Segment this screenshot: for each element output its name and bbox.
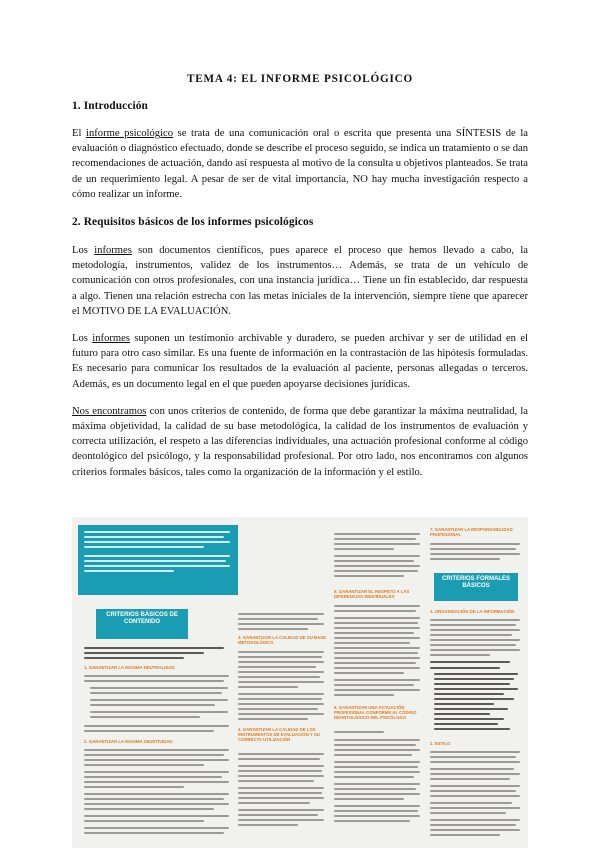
text-line (84, 725, 229, 727)
infographic-column-1 (72, 517, 242, 848)
text-line (434, 718, 504, 720)
text-line (84, 827, 229, 829)
text-line (430, 773, 520, 775)
text-line (334, 744, 416, 746)
document-title: TEMA 4: EL INFORME PSICOLÓGICO (186, 73, 414, 85)
text-line (238, 787, 324, 789)
text-run: con unos criterios de contenido, de forma que debe garantizar la máxima neutralidad, la máxima objetividad, la calidad de su base metodológica, la calidad de los instrumentos de evaluación y correcta utilización, el respeto a las diferencias individuales, una actuación profesional conforme al código deontológico del psicólogo, y la responsabilidad profesional. Por otro lado, nos encontramos con algunos criterios formales básicos, tales como la organización de la información y el estilo. (72, 405, 528, 478)
text-line (238, 758, 320, 760)
text-line (434, 693, 504, 695)
text-line (334, 810, 418, 812)
text-line (238, 792, 322, 794)
text-line (334, 793, 420, 795)
text-line (238, 613, 324, 615)
text-line (238, 713, 324, 715)
text-line (334, 555, 420, 557)
text-line (430, 619, 520, 621)
text-line (238, 628, 308, 630)
text-line (90, 716, 200, 718)
text-run: son documentos científicos, pues aparece el proceso que hemos llevado a cabo, la metodología, instrumentos, validez de los instrumentos… Además, se trata de un vehículo de comunicación con otros profesionales, con una instancia jurídica… Tiene un fin establecido, dar respuesta a algo. Tienen una relación estrecha con las metas iniciales de la intervención, siempre tiene que aparecer el MOTIVO DE LA EVALUACIÓN. (72, 245, 528, 317)
text-line (434, 703, 494, 705)
text-line (238, 814, 318, 816)
text-line (238, 676, 320, 678)
text-line (430, 768, 514, 770)
text-line (84, 820, 204, 822)
text-line (334, 754, 412, 756)
text-line (334, 575, 404, 577)
section-label-organizacion: 1. ORGANIZACIÓN DE LA INFORMACIÓN (430, 609, 515, 614)
text-line (238, 651, 324, 653)
text-line (238, 703, 324, 705)
text-line (430, 624, 516, 626)
text-line (430, 829, 520, 831)
text-line (84, 647, 224, 649)
text-line (434, 673, 518, 675)
text-line (334, 560, 414, 562)
text-line (430, 751, 520, 753)
underlined-term: informes (94, 245, 132, 257)
text-line (430, 661, 510, 663)
infographic-image (72, 517, 528, 848)
text-line (238, 708, 318, 710)
text-line (334, 652, 418, 654)
text-line (238, 819, 324, 821)
text-line (84, 759, 229, 761)
text-line (334, 565, 420, 567)
underlined-term: informe psicológico (86, 128, 173, 139)
section-label-metodologia: 3. GARANTIZAR LA CALIDAD DE SU BASE METODOLÓGICA (238, 635, 326, 645)
text-line (430, 634, 512, 636)
text-line (334, 605, 420, 607)
section-2-paragraph-3 (72, 404, 528, 480)
text-line (334, 749, 420, 751)
text-line (334, 672, 404, 674)
section-label-objetividad: 2. GARANTIZAR LA MÁXIMA OBJETIVIDAD (84, 739, 173, 744)
text-line (84, 786, 184, 788)
text-line (430, 819, 520, 821)
text-line (334, 642, 410, 644)
banner-text-line (84, 565, 230, 567)
text-line (238, 765, 324, 767)
section-label-diferencias: 5. GARANTIZAR EL RESPETO A LAS DIFERENCIAS INDIVIDUALES (334, 589, 410, 599)
text-line (430, 761, 520, 763)
text-line (238, 775, 324, 777)
text-line (84, 771, 229, 773)
text-line (238, 698, 322, 700)
infographic-column-3 (334, 517, 426, 848)
text-line (334, 610, 416, 612)
text-line (84, 808, 214, 810)
text-line (430, 795, 520, 797)
text-line (84, 793, 229, 795)
criterios-formales-heading: CRITERIOS FORMALES BÁSICOS (434, 573, 518, 601)
text-line (334, 820, 410, 822)
intro-banner (78, 525, 238, 595)
infographic-column-4 (430, 517, 526, 848)
text-line (430, 834, 500, 836)
text-line (84, 675, 229, 677)
text-line (84, 803, 229, 805)
text-line (430, 824, 516, 826)
section-label-instrumentos: 4. GARANTIZAR LA CALIDAD DE LOS INSTRUMENTOS DE EVALUACIÓN Y SU CORRECTA UTILIZACIÓN (238, 727, 320, 742)
text-line (430, 756, 516, 758)
text-line (334, 788, 416, 790)
text-line (334, 805, 420, 807)
document-page (72, 72, 528, 480)
underlined-term: Nos encontramos (72, 405, 147, 417)
section-1-paragraph (72, 126, 528, 202)
text-run: Los (72, 333, 93, 345)
banner-text-line (84, 541, 230, 543)
text-line (430, 543, 520, 545)
text-line (430, 802, 512, 804)
text-line (84, 754, 224, 756)
banner-text-line (84, 531, 230, 533)
text-line (334, 766, 418, 768)
text-line (434, 728, 510, 730)
text-line (334, 739, 420, 741)
text-line (238, 770, 322, 772)
text-line (434, 723, 498, 725)
text-line (434, 713, 490, 715)
text-line (334, 548, 394, 550)
text-line (238, 623, 324, 625)
text-line (84, 781, 229, 783)
text-line (238, 802, 310, 804)
text-line (238, 661, 324, 663)
text-line (238, 671, 324, 673)
text-line (334, 570, 418, 572)
text-line (238, 718, 308, 720)
section-1-heading: 1. Introducción (72, 100, 148, 112)
text-line (430, 548, 516, 550)
text-line (334, 679, 420, 681)
text-line (238, 797, 324, 799)
text-line (334, 617, 420, 619)
text-line (334, 783, 420, 785)
text-line (334, 776, 414, 778)
text-line (434, 688, 518, 690)
text-line (84, 652, 204, 654)
section-label-neutralidad: 1. GARANTIZAR LA MÁXIMA NEUTRALIDAD (84, 665, 175, 670)
text-line (334, 647, 420, 649)
text-line (430, 644, 516, 646)
section-2-paragraph-2 (72, 331, 528, 392)
text-line (84, 730, 214, 732)
text-line (430, 807, 520, 809)
text-line (238, 780, 314, 782)
text-line (334, 689, 420, 691)
text-line (238, 693, 324, 695)
section-2-heading: 2. Requisitos básicos de los informes psicológicos (72, 216, 314, 229)
text-line (434, 708, 508, 710)
text-line (238, 809, 324, 811)
text-line (334, 761, 420, 763)
text-line (84, 764, 204, 766)
text-line (90, 692, 222, 694)
text-line (90, 704, 215, 706)
text-line (430, 629, 520, 631)
section-label-responsabilidad: 7. GARANTIZAR LA RESPONSABILIDAD PROFESIONAL (430, 527, 513, 537)
banner-text-line (84, 570, 174, 572)
text-line (430, 785, 520, 787)
text-line (434, 698, 514, 700)
text-line (334, 684, 414, 686)
text-line (84, 749, 229, 751)
text-line (238, 753, 324, 755)
text-line (84, 776, 222, 778)
text-line (430, 790, 516, 792)
text-line (430, 558, 500, 560)
text-line (334, 731, 384, 733)
text-line (334, 771, 420, 773)
text-line (434, 678, 514, 680)
criterios-contenido-heading: CRITERIOS BÁSICOS DE CONTENIDO (96, 609, 188, 639)
text-line (84, 680, 224, 682)
banner-text-line (84, 546, 204, 548)
text-line (430, 654, 490, 656)
text-line (238, 656, 322, 658)
text-line (430, 667, 500, 669)
text-line (238, 666, 316, 668)
text-line (238, 824, 298, 826)
text-line (430, 812, 506, 814)
text-line (334, 543, 420, 545)
section-label-deontologico: 6. GARANTIZAR UNA ACTUACIÓN PROFESIONAL CONFORME AL CÓDIGO DEONTOLÓGICO DEL PSICÓLOGO (334, 705, 417, 720)
text-line (238, 686, 298, 688)
text-line (430, 649, 520, 651)
underlined-term: informes (92, 333, 130, 345)
text-line (334, 815, 420, 817)
banner-text-line (84, 560, 226, 562)
text-line (334, 533, 420, 535)
text-run: se trata de una comunicación oral o escrita que presenta una SÍNTESIS de la evaluación o diagnóstico efectuado, donde se describe el proceso seguido, se indica un tratamiento o se dan recomendaciones de actuación, dando así respuesta al motivo de la consulta u objetivos planteados. Se trata de un requerimiento legal. A pesar de ser de vital importancia, NO hay mucha investigación respecto a cómo realizar un informe. (72, 128, 528, 200)
text-line (430, 553, 520, 555)
text-line (334, 627, 420, 629)
text-line (430, 639, 520, 641)
text-run: suponen un testimonio archivable y duradero, se pueden archivar y ser de utilidad en el futuro para otro caso similar. Es una fuente de información en la contrastación de las hipótesis formuladas. Es necesario para comunicar los resultados de la evaluación al paciente, personas allegadas o terceros. Además, es un documento legal en el que pueden apoyarse decisiones jurídicas. (72, 333, 528, 390)
text-line (334, 667, 420, 669)
text-line (84, 832, 224, 834)
text-line (334, 662, 416, 664)
text-line (84, 815, 229, 817)
section-2-paragraph-1 (72, 243, 528, 319)
text-line (90, 711, 228, 713)
section-label-estilo: 2. ESTILO (430, 741, 451, 746)
text-line (84, 657, 184, 659)
text-line (334, 694, 394, 696)
text-line (238, 618, 318, 620)
text-line (334, 637, 420, 639)
banner-text-line (84, 536, 224, 538)
text-line (430, 778, 510, 780)
text-line (90, 687, 228, 689)
text-line (334, 632, 414, 634)
banner-text-line (84, 555, 230, 557)
infographic-column-2 (238, 517, 330, 848)
text-line (334, 622, 418, 624)
text-line (84, 798, 224, 800)
text-run: Los (72, 245, 95, 257)
text-line (334, 538, 416, 540)
text-line (238, 681, 324, 683)
text-run: El (72, 128, 87, 139)
text-line (90, 699, 228, 701)
text-line (434, 683, 510, 685)
text-line (334, 798, 404, 800)
text-line (334, 657, 420, 659)
